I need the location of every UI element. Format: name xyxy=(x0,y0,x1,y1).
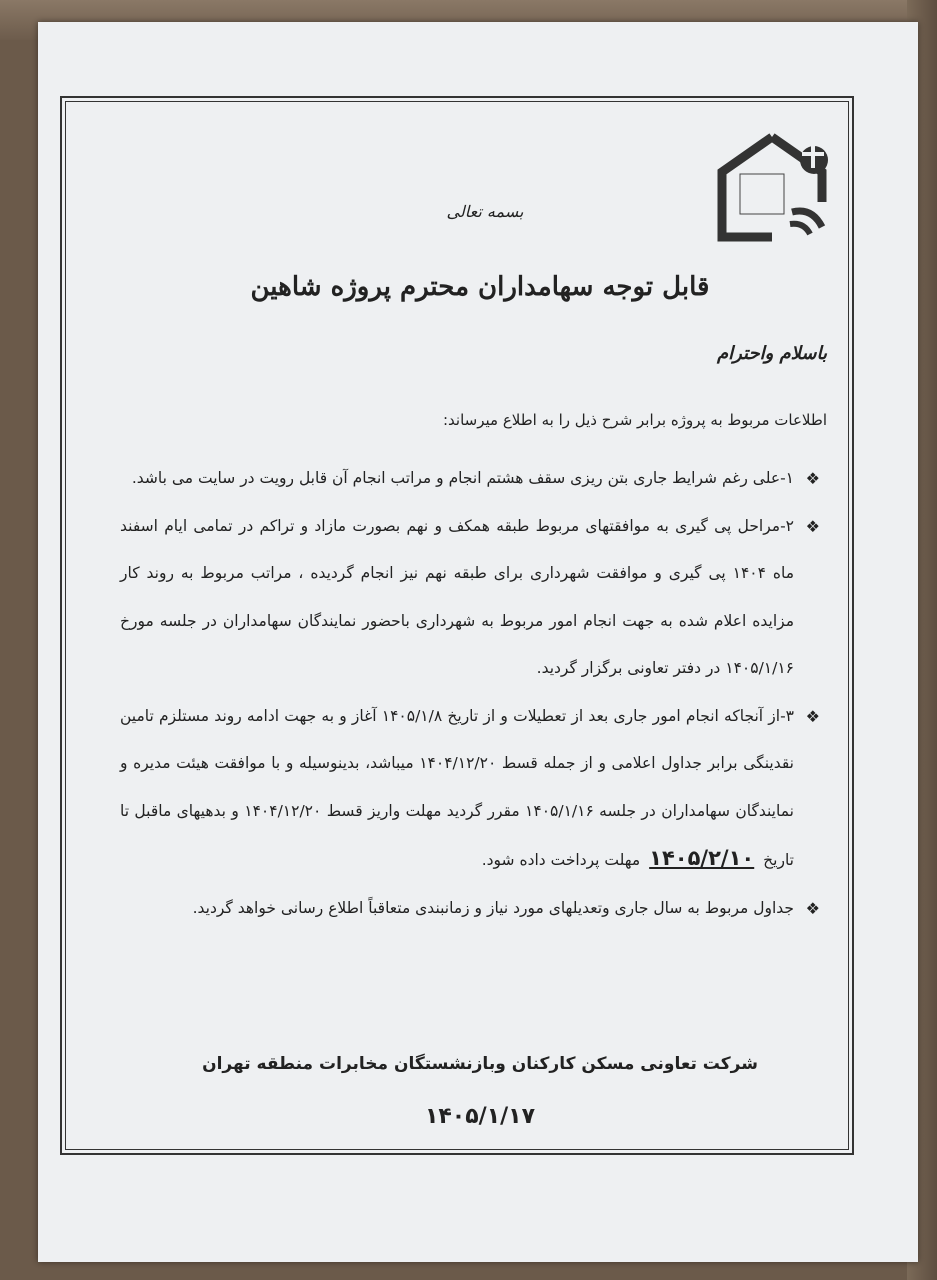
item-text: جداول مربوط به سال جاری وتعدیلهای مورد نیاز و زمانبندی متعاقباً اطلاع رسانی خواهد گردید. xyxy=(192,898,794,917)
invocation: بسمه تعالی xyxy=(446,202,524,221)
document-date: ۱۴۰۵/۱/۱۷ xyxy=(424,1104,536,1129)
list-item xyxy=(120,455,820,503)
cooperative-logo xyxy=(702,122,842,252)
item-text: مهلت پرداخت داده شود. xyxy=(481,851,641,869)
greeting: باسلام واحترام xyxy=(716,343,827,364)
list-item xyxy=(120,885,820,933)
list-item xyxy=(120,693,820,885)
bullet-icon: ❖ xyxy=(805,898,820,918)
bullet-icon: ❖ xyxy=(805,706,820,726)
bullet-icon: ❖ xyxy=(805,469,820,488)
announcement-list xyxy=(120,455,820,932)
intro-text: اطلاعات مربوط به پروژه برابر شرح ذیل را به اطلاع میرساند: xyxy=(442,411,827,429)
deadline-date: ۱۴۰۵/۲/۱۰ xyxy=(649,846,755,870)
item-text: ۲-مراحل پی گیری به موافقتهای مربوط طبقه همکف و نهم بصورت مازاد و تراکم در تمامی ایام اسفند ماه ۱۴۰۴ پی گیری و موافقت شهرداری برای طبقه نهم نیز انجام گردیده ، مراتب مربوط به روند کار مزایده اعلام شده به جهت انجام امور مربوط به شهرداری باحضور نمایندگان سهامداران در جلسه مورخ ۱۴۰۵/۱/۱۶ در دفتر تعاونی برگزار گردید. xyxy=(120,516,795,677)
list-item xyxy=(120,503,820,693)
item-text: ۱-علی رغم شرایط جاری بتن ریزی سقف هشتم انجام و مراتب انجام آن قابل رویت در سایت می باشد. xyxy=(131,469,794,487)
item-text: ۳-از آنجاکه انجام امور جاری بعد از تعطیلات و از تاریخ ۱۴۰۵/۱/۸ آغاز و به جهت ادامه روند مستلزم تامین نقدینگی برابر جداول اعلامی و از جمله قسط ۱۴۰۴/۱۲/۲۰ میباشد، بدینوسیله و با موافقت هیئت مدیره و نمایندگان سهامداران در جلسه ۱۴۰۵/۱/۱۶ مقرر گردید مهلت واریز قسط ۱۴۰۴/۱۲/۲۰ و بدهیهای ماقبل تا تاریخ xyxy=(120,706,794,869)
page-title: قابل توجه سهامداران محترم پروژه شاهین xyxy=(250,272,710,302)
signature-organization: شرکت تعاونی مسکن کارکنان وبازنشستگان مخابرات منطقه تهران xyxy=(202,1054,758,1074)
bullet-icon: ❖ xyxy=(805,516,820,536)
